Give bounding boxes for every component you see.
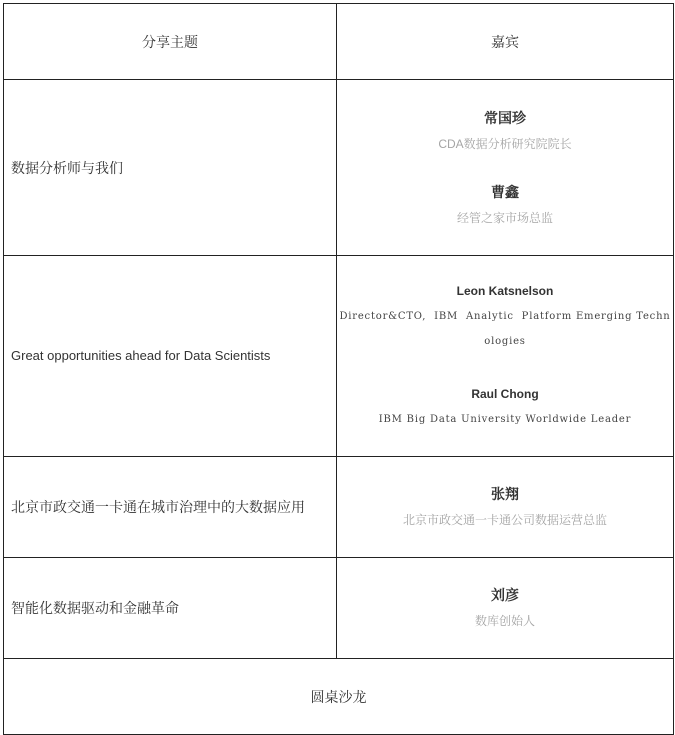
guest-title: IBM Big Data University Worldwide Leader — [378, 413, 632, 425]
guest-name: Leon Katsnelson — [456, 283, 554, 298]
topic-title: 北京市政交通一卡通在城市治理中的大数据应用 — [11, 499, 305, 515]
guest-title-line: Director&CTO, IBM Analytic Platform Emerging Techn — [339, 310, 671, 322]
table-row — [4, 80, 674, 256]
topic-cell — [4, 558, 337, 659]
topic-title: 智能化数据驱动和金融革命 — [11, 600, 179, 616]
footer-cell — [4, 659, 674, 735]
guest-title: 经管之家市场总监 — [456, 210, 553, 225]
topic-title: Great opportunities ahead for Data Scientists — [11, 348, 271, 363]
table-row — [4, 558, 674, 659]
footer-label: 圆桌沙龙 — [310, 688, 367, 705]
header-row — [4, 4, 674, 80]
guest-title-line: ologies — [484, 335, 526, 347]
table-row — [4, 256, 674, 457]
guest-title — [337, 304, 673, 354]
guest-title: CDA数据分析研究院院长 — [438, 136, 572, 151]
header-guest-cell — [337, 4, 674, 80]
agenda-table — [3, 3, 674, 735]
topic-cell — [4, 457, 337, 558]
footer-row — [4, 659, 674, 735]
topic-cell — [4, 256, 337, 457]
guest-cell — [337, 558, 674, 659]
guest-cell — [337, 80, 674, 256]
guest-name: 刘彦 — [491, 587, 519, 603]
guest-name: Raul Chong — [471, 386, 539, 401]
header-guest-label: 嘉宾 — [491, 33, 519, 50]
guest-name: 张翔 — [491, 486, 519, 502]
guest-name: 曹鑫 — [491, 183, 519, 200]
table-row — [4, 457, 674, 558]
guest-cell — [337, 256, 674, 457]
guest-title: 数库创始人 — [474, 614, 535, 628]
guest-title: 北京市政交通一卡通公司数据运营总监 — [402, 513, 607, 527]
header-topic-cell — [4, 4, 337, 80]
header-topic-label: 分享主题 — [142, 33, 198, 50]
topic-title: 数据分析师与我们 — [11, 159, 123, 176]
guest-cell — [337, 457, 674, 558]
guest-name: 常国珍 — [484, 109, 526, 126]
topic-cell — [4, 80, 337, 256]
